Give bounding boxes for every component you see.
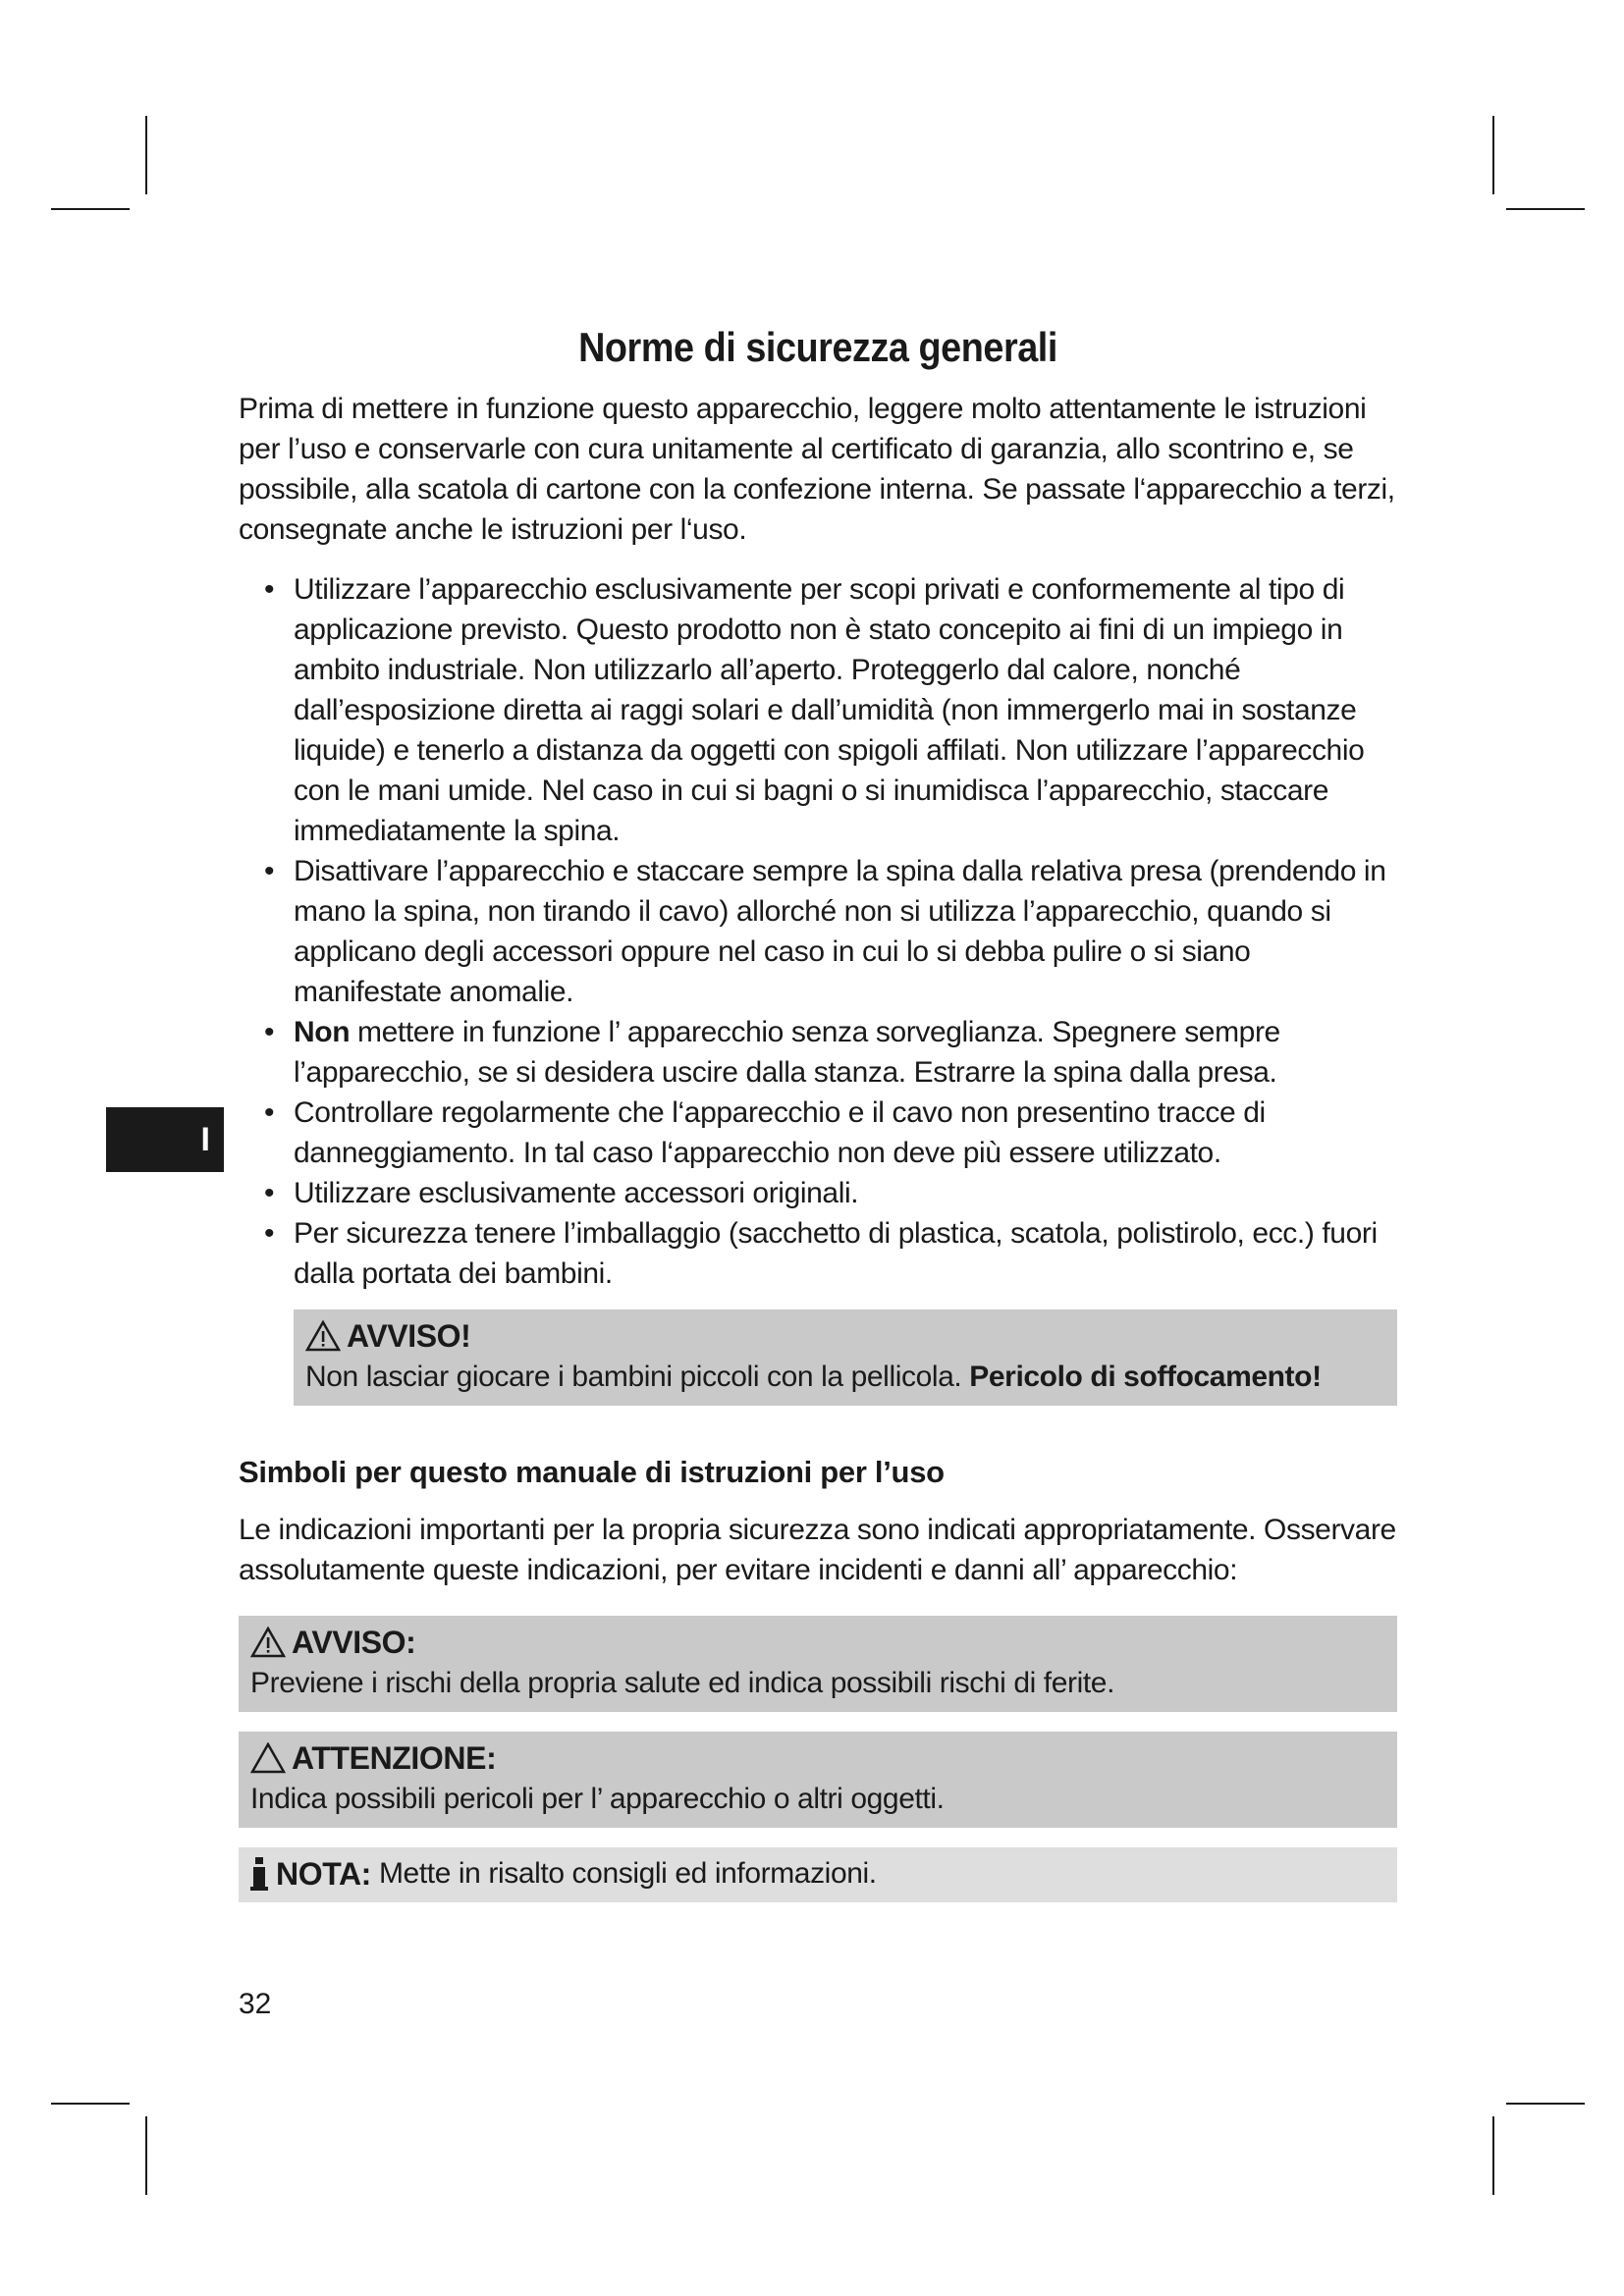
crop-mark <box>51 208 130 210</box>
warning-heading: AVVISO! <box>347 1318 471 1354</box>
warning-triangle-icon <box>250 1627 286 1658</box>
list-item: • Non mettere in funzione l’ apparecchio senza sorveglianza. Spegnere sempre l’apparecchio, se si desidera uscire dalla stanza. Estrarre la spina dalla presa. <box>264 1016 1280 1089</box>
symbol-note-heading: NOTA: <box>276 1856 371 1892</box>
list-item: • Disattivare l’apparecchio e staccare sempre la spina dalla relativa presa (prendendo in mano la spina, non tirando il cavo) allorché non si utilizza l’apparecchio, quando si applicano degli accessori oppure nel caso in cui lo si debba pulire o si siano manifestate anomalie. <box>264 855 1386 1008</box>
symbol-warning-heading: AVVISO: <box>292 1625 416 1660</box>
symbol-warning-text: Previene i rischi della propria salute ed indica possibili rischi di ferite. <box>250 1667 1115 1699</box>
warning-triangle-icon <box>305 1320 341 1352</box>
warning-box: AVVISO! Non lasciar giocare i bambini piccoli con la pellicola. Pericolo di soffocamento! <box>294 1309 1397 1406</box>
page-number: 32 <box>239 1988 272 2020</box>
info-icon <box>250 1857 268 1891</box>
list-item: • Utilizzare esclusivamente accessori originali. <box>264 1177 859 1209</box>
page-content <box>239 324 1397 1922</box>
symbol-caution-text: Indica possibili pericoli per l’ apparecchio o altri oggetti. <box>250 1783 945 1815</box>
caution-triangle-icon <box>250 1742 286 1774</box>
symbol-note-text: Mette in risalto consigli ed informazioni. <box>378 1857 877 1890</box>
intro-paragraph: Prima di mettere in funzione questo apparecchio, leggere molto attentamente le istruzioni per l’uso e conservarle con cura unitamente al certificato di garanzia, allo scontrino e, se possibile, alla scatola di cartone con la confezione interna. Se passate l‘apparecchio a terzi, consegnate anche le istruzioni per l‘uso. <box>239 393 1395 546</box>
crop-mark <box>1506 2103 1585 2105</box>
page-title: Norme di sicurezza generali <box>578 324 1057 370</box>
crop-mark <box>1492 116 1494 194</box>
symbol-caution-box <box>239 1732 1397 1828</box>
crop-mark <box>1492 2116 1494 2195</box>
section-heading: Simboli per questo manuale di istruzioni per l’uso <box>239 1455 945 1489</box>
list-item: • Utilizzare l’apparecchio esclusivamente per scopi privati e conformemente al tipo di applicazione previsto. Questo prodotto non è stato concepito ai fini di un impiego in ambito industriale. Non utilizzarlo all’aperto. Proteggerlo dal calore, nonché dall’esposizione diretta ai raggi solari e dall’umidità (non immergerlo mai in sostanze liquide) e tenerlo a distanza da oggetti con spigoli affilati. Non utilizzare l’apparecchio con le mani umide. Nel caso in cui si bagni o si inumidisca l’apparecchio, staccare immediatamente la spina. <box>264 573 1365 847</box>
symbol-warning-box <box>239 1616 1397 1712</box>
safety-list <box>239 569 1397 1294</box>
crop-mark <box>145 2116 147 2195</box>
list-item: • Controllare regolarmente che l‘apparecchio e il cavo non presentino tracce di danneggiamento. In tal caso l‘apparecchio non deve più essere utilizzato. <box>264 1096 1266 1169</box>
list-item: • Per sicurezza tenere l’imballaggio (sacchetto di plastica, scatola, polistirolo, ecc.) fuori dalla portata dei bambini. <box>264 1217 1378 1290</box>
emphasis: Non <box>294 1016 351 1048</box>
symbols-intro: Le indicazioni importanti per la propria sicurezza sono indicati appropriatamente. Osservare assolutamente queste indicazioni, per evitare incidenti e danni all’ apparecchio: <box>239 1514 1396 1586</box>
crop-mark <box>145 116 147 194</box>
language-tab: I <box>106 1107 224 1172</box>
crop-mark <box>51 2103 130 2105</box>
crop-mark <box>1506 208 1585 210</box>
symbol-note-box <box>239 1847 1397 1902</box>
symbol-caution-heading: ATTENZIONE: <box>292 1740 497 1776</box>
